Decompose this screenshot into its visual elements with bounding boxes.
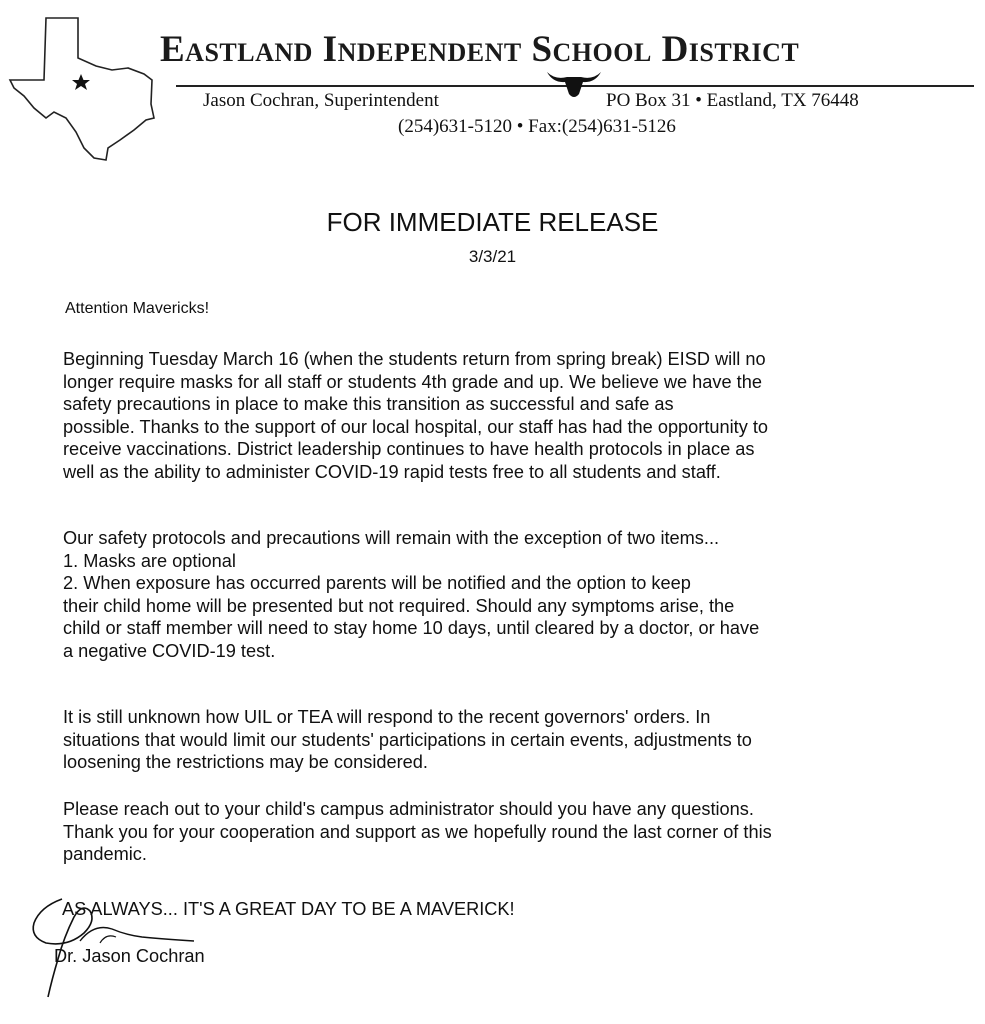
- paragraph-2: [63, 527, 963, 663]
- signer-name: Dr. Jason Cochran: [54, 946, 205, 966]
- district-name: Eastland Independent School District: [160, 29, 800, 70]
- paragraph-1: [63, 348, 963, 484]
- paragraph-line: well as the ability to administer COVID-19 rapid tests free to all students and staff.: [63, 461, 721, 482]
- paragraph-line: a negative COVID-19 test.: [63, 640, 276, 661]
- paragraph-line: It is still unknown how UIL or TEA will respond to the recent governors' orders. In: [63, 707, 711, 727]
- superintendent-line: Jason Cochran, Superintendent: [203, 90, 439, 111]
- longhorn-icon: [545, 66, 603, 100]
- list-item-1: 1. Masks are optional: [63, 550, 236, 571]
- list-item-2: 2. When exposure has occurred parents will be notified and the option to keep: [63, 573, 691, 594]
- paragraph-3: [63, 706, 963, 774]
- mailing-address: PO Box 31 • Eastland, TX 76448: [606, 90, 859, 111]
- paragraph-line: receive vaccinations. District leadership continues to have health protocols in place as: [63, 439, 755, 460]
- paragraph-line: Thank you for your cooperation and support as we hopefully round the last corner of this: [63, 821, 772, 842]
- paragraph-line: safety precautions in place to make this transition as successful and safe as: [63, 394, 674, 415]
- release-heading: FOR IMMEDIATE RELEASE: [326, 207, 659, 237]
- paragraph-4: [63, 798, 963, 866]
- paragraph-line: Our safety protocols and precautions will remain with the exception of two items...: [63, 528, 720, 548]
- paragraph-line: their child home will be presented but not required. Should any symptoms arise, the: [63, 595, 735, 616]
- paragraph-line: Please reach out to your child's campus administrator should you have any questions.: [63, 799, 754, 819]
- signature-mark: [22, 893, 202, 1003]
- texas-map-icon: [8, 14, 158, 162]
- paragraph-line: Beginning Tuesday March 16 (when the students return from spring break) EISD will no: [63, 349, 766, 369]
- paragraph-line: loosening the restrictions may be considered.: [63, 752, 428, 773]
- greeting: Attention Mavericks!: [65, 300, 210, 317]
- paragraph-line: pandemic.: [63, 844, 147, 865]
- release-date: 3/3/21: [468, 247, 517, 266]
- paragraph-line: possible. Thanks to the support of our local hospital, our staff has had the opportunity to: [63, 416, 769, 437]
- paragraph-line: child or staff member will need to stay home 10 days, until cleared by a doctor, or have: [63, 618, 760, 639]
- paragraph-line: situations that would limit our students' participations in certain events, adjustments to: [63, 729, 752, 750]
- closing-slogan: AS ALWAYS... IT'S A GREAT DAY TO BE A MAVERICK!: [62, 899, 515, 919]
- paragraph-line: longer require masks for all staff or students 4th grade and up. We believe we have the: [63, 371, 762, 392]
- phone-fax: (254)631-5120 • Fax:(254)631-5126: [398, 116, 676, 137]
